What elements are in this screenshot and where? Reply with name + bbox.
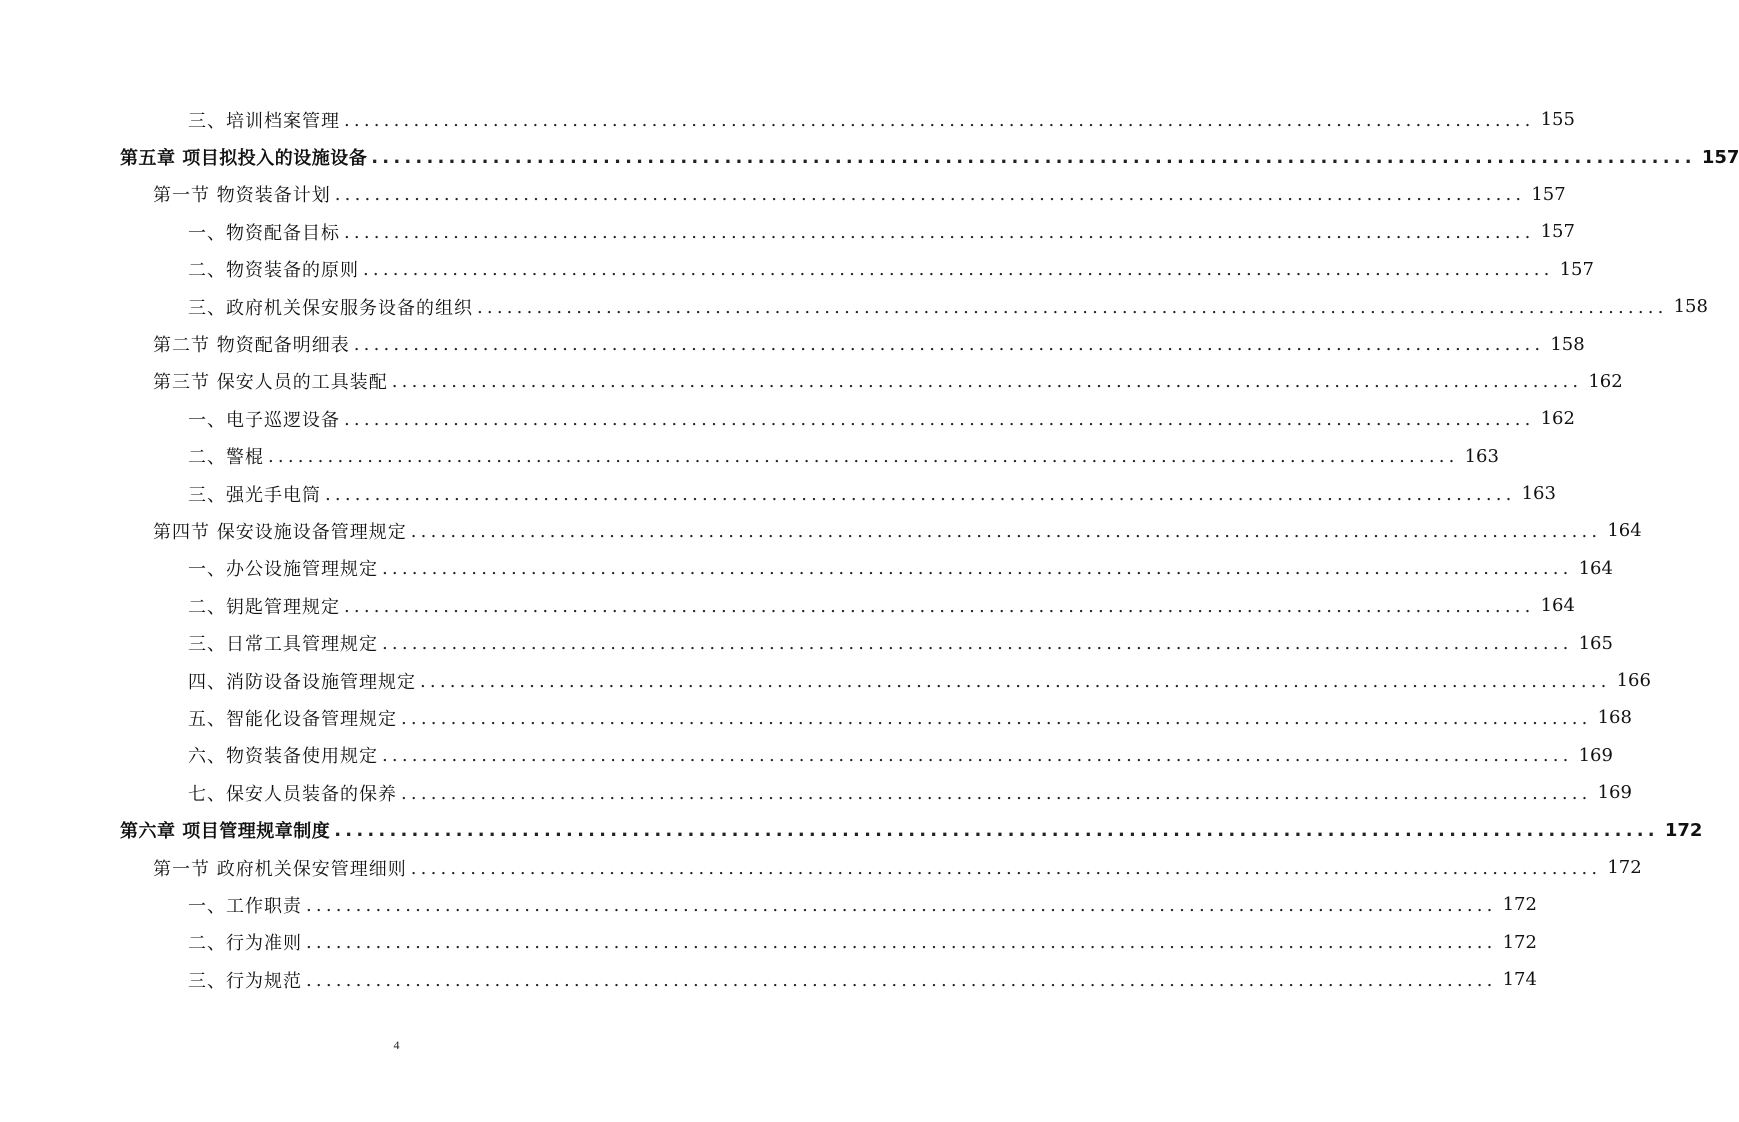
toc-entry[interactable] [0, 475, 1556, 512]
toc-leader-dots: ........................................................................................................................ [344, 221, 1535, 243]
toc-entry-page: 174 [1502, 969, 1537, 991]
toc-leader-dots: ........................................................................................................................ [344, 109, 1535, 131]
toc-entry[interactable] [0, 512, 1642, 549]
toc-entry-title: 三、日常工具管理规定 [188, 634, 378, 656]
toc-entry[interactable] [0, 811, 1703, 848]
toc-entry[interactable] [0, 849, 1642, 886]
toc-entry-title: 三、政府机关保安服务设备的组织 [188, 297, 473, 319]
toc-entry-page: 157 [1531, 183, 1566, 205]
toc-entry[interactable] [0, 288, 1708, 325]
toc-entry[interactable] [0, 550, 1613, 587]
toc-entry-page: 172 [1664, 819, 1703, 841]
toc-entry[interactable] [0, 400, 1575, 437]
toc-entry-page: 172 [1607, 857, 1642, 878]
toc-entry-title: 第四节 保安设施设备管理规定 [153, 521, 407, 543]
toc-entry-title: 七、保安人员装备的保养 [188, 783, 397, 805]
toc-entry-title: 二、物资装备的原则 [188, 260, 359, 282]
table-of-contents [0, 101, 1739, 998]
toc-entry[interactable] [0, 213, 1575, 250]
toc-entry-title: 六、物资装备使用规定 [188, 746, 378, 768]
toc-entry-title: 三、行为规范 [188, 970, 302, 992]
page-number: 4 [393, 1038, 400, 1052]
toc-leader-dots: ........................................................................................................................ [363, 259, 1554, 281]
toc-entry-title: 第五章 项目拟投入的设施设备 [120, 148, 368, 170]
toc-entry-title: 一、电子巡逻设备 [188, 409, 340, 431]
toc-entry[interactable] [0, 325, 1585, 362]
toc-leader-dots: ........................................................................................................................ [410, 520, 1602, 542]
toc-entry-title: 第三节 保安人员的工具装配 [153, 372, 388, 394]
toc-entry[interactable] [0, 176, 1566, 213]
toc-entry[interactable] [0, 774, 1632, 811]
toc-entry[interactable] [0, 101, 1575, 138]
toc-entry-page: 163 [1464, 445, 1499, 467]
toc-leader-dots: ........................................................................................................................ [401, 707, 1592, 729]
toc-entry-page: 165 [1578, 632, 1613, 654]
toc-entry-page: 158 [1673, 296, 1708, 318]
toc-leader-dots: ........................................................................................................................ [334, 820, 1659, 842]
toc-entry[interactable] [0, 587, 1575, 624]
toc-entry[interactable] [0, 737, 1613, 774]
toc-entry-page: 163 [1521, 483, 1556, 505]
toc-entry-title: 三、强光手电筒 [188, 484, 321, 506]
toc-entry-page: 162 [1540, 408, 1575, 430]
toc-entry[interactable] [0, 886, 1537, 923]
toc-entry-title: 五、智能化设备管理规定 [188, 708, 397, 730]
toc-entry-title: 第一节 政府机关保安管理细则 [153, 858, 407, 880]
toc-entry-page: 164 [1607, 520, 1642, 542]
toc-entry[interactable] [0, 924, 1537, 961]
toc-entry-title: 第一节 物资装备计划 [153, 185, 331, 207]
toc-entry[interactable] [0, 624, 1613, 661]
toc-entry-title: 一、物资配备目标 [188, 222, 340, 244]
toc-entry-page: 169 [1597, 782, 1632, 804]
toc-leader-dots: ........................................................................................................................ [268, 446, 1459, 468]
toc-leader-dots: ........................................................................................................................ [344, 595, 1535, 617]
toc-entry-page: 169 [1578, 744, 1613, 766]
toc-entry-page: 172 [1502, 894, 1537, 916]
toc-entry[interactable] [0, 699, 1632, 736]
toc-entry[interactable] [0, 662, 1651, 699]
toc-entry-title: 二、行为准则 [188, 933, 302, 955]
toc-leader-dots: ........................................................................................................................ [325, 483, 1516, 505]
toc-entry-page: 172 [1502, 931, 1537, 953]
toc-entry-page: 158 [1550, 333, 1585, 355]
toc-leader-dots: ........................................................................................................................ [401, 782, 1592, 804]
toc-entry-title: 四、消防设备设施管理规定 [188, 671, 416, 693]
toc-entry-title: 二、钥匙管理规定 [188, 596, 340, 618]
toc-leader-dots: ........................................................................................................................ [420, 670, 1611, 692]
toc-entry-page: 157 [1540, 221, 1575, 243]
toc-entry-title: 一、办公设施管理规定 [188, 559, 378, 581]
toc-entry-title: 三、培训档案管理 [188, 110, 340, 132]
toc-entry[interactable] [0, 438, 1499, 475]
toc-leader-dots: ........................................................................................................................ [382, 633, 1573, 655]
toc-entry[interactable] [0, 363, 1623, 400]
toc-entry-title: 二、警棍 [188, 447, 264, 469]
toc-leader-dots: ........................................................................................................................ [371, 147, 1696, 169]
toc-entry-page: 162 [1588, 370, 1623, 392]
toc-leader-dots: ........................................................................................................................ [306, 969, 1497, 991]
toc-entry[interactable] [0, 961, 1537, 998]
toc-entry-page: 164 [1578, 557, 1613, 579]
toc-leader-dots: ........................................................................................................................ [382, 558, 1573, 580]
toc-leader-dots: ........................................................................................................................ [410, 857, 1602, 879]
toc-entry-page: 155 [1540, 109, 1575, 131]
toc-leader-dots: ........................................................................................................................ [353, 334, 1545, 356]
toc-entry-title: 一、工作职责 [188, 895, 302, 917]
toc-entry-page: 157 [1701, 146, 1739, 168]
toc-entry-page: 164 [1540, 595, 1575, 617]
toc-leader-dots: ........................................................................................................................ [344, 408, 1535, 430]
toc-leader-dots: ........................................................................................................................ [334, 184, 1526, 206]
toc-leader-dots: ........................................................................................................................ [306, 932, 1497, 954]
toc-entry-title: 第六章 项目管理规章制度 [120, 821, 331, 843]
toc-entry-page: 168 [1597, 707, 1632, 729]
toc-leader-dots: ........................................................................................................................ [306, 894, 1497, 916]
toc-entry[interactable] [0, 138, 1739, 175]
toc-entry-page: 166 [1616, 670, 1651, 692]
toc-leader-dots: ........................................................................................................................ [391, 371, 1583, 393]
toc-entry[interactable] [0, 251, 1594, 288]
toc-entry-page: 157 [1559, 258, 1594, 280]
toc-leader-dots: ........................................................................................................................ [477, 296, 1668, 318]
toc-leader-dots: ........................................................................................................................ [382, 745, 1573, 767]
toc-entry-title: 第二节 物资配备明细表 [153, 335, 350, 357]
